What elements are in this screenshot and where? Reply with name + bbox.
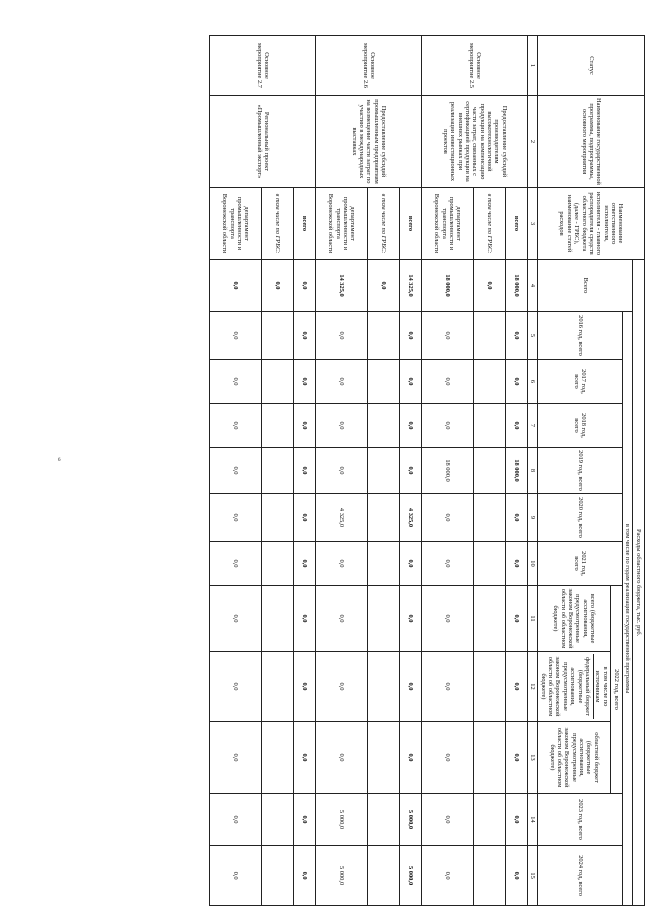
value-cell: 0,0 <box>400 360 422 404</box>
value-cell <box>474 404 506 448</box>
row-executor-label: департамент промышленности и транспорта Воронежской области <box>422 188 474 260</box>
row-status: Основное мероприятие 2.7 <box>210 36 316 96</box>
column-number: 1 <box>528 36 538 96</box>
header-2022: 2022 год, всего <box>610 586 622 794</box>
column-number: 13 <box>528 722 538 794</box>
header-2022-total: всего (бюджетные ассигнования, предусмотренные законом Воронежской области об областном бюджете) <box>538 586 610 652</box>
value-cell <box>474 846 506 906</box>
value-cell: 0,0 <box>210 586 262 652</box>
value-cell: 0,0 <box>294 448 316 494</box>
value-cell: 0,0 <box>294 586 316 652</box>
value-cell <box>474 722 506 794</box>
value-cell <box>474 312 506 360</box>
value-cell <box>262 846 294 906</box>
value-cell: 0,0 <box>422 846 474 906</box>
value-cell: 0,0 <box>506 794 528 846</box>
value-cell: 0,0 <box>316 542 368 586</box>
column-number: 4 <box>528 260 538 312</box>
value-cell: 18 000,0 <box>506 260 528 312</box>
row-executor-label: департамент промышленности и транспорта Воронежской области <box>316 188 368 260</box>
value-cell <box>368 652 400 722</box>
value-cell: 0,0 <box>474 260 506 312</box>
value-cell: 0,0 <box>422 722 474 794</box>
value-cell <box>262 722 294 794</box>
value-cell <box>262 448 294 494</box>
row-name: Предоставление субсидий производителям высокотехнологичной продукции на компенсацию части затрат, связанных с сертификацией продукции на внешних рынках при реализации инвестиционных проектов <box>422 96 528 188</box>
header-2022-federal-label: федеральный бюджет (бюджетные ассигнования, предусмотренные законом Воронежской области об областном бюджете) <box>539 656 591 717</box>
value-cell: 0,0 <box>506 586 528 652</box>
row-executor-label: всего <box>506 188 528 260</box>
value-cell <box>262 404 294 448</box>
value-cell <box>474 586 506 652</box>
value-cell: 0,0 <box>294 312 316 360</box>
value-cell <box>368 494 400 542</box>
value-cell: 0,0 <box>210 448 262 494</box>
value-cell: 0,0 <box>422 586 474 652</box>
expenses-table <box>209 35 645 906</box>
value-cell: 0,0 <box>422 652 474 722</box>
value-cell <box>368 312 400 360</box>
value-cell: 18 000,0 <box>422 448 474 494</box>
value-cell: 0,0 <box>294 794 316 846</box>
value-cell: 0,0 <box>506 360 528 404</box>
value-cell: 0,0 <box>316 652 368 722</box>
value-cell <box>368 542 400 586</box>
value-cell: 5 000,0 <box>400 846 422 906</box>
row-executor-label: в том числе по ГРБС: <box>262 188 294 260</box>
value-cell: 0,0 <box>400 448 422 494</box>
header-2022-federal <box>538 652 610 722</box>
value-cell: 0,0 <box>294 722 316 794</box>
column-number: 6 <box>528 360 538 404</box>
value-cell <box>368 586 400 652</box>
value-cell: 4 325,0 <box>400 494 422 542</box>
value-cell: 0,0 <box>294 494 316 542</box>
value-cell: 14 325,0 <box>316 260 368 312</box>
header-2019: 2019 год, всего <box>538 448 622 494</box>
value-cell: 0,0 <box>210 404 262 448</box>
value-cell: 0,0 <box>294 846 316 906</box>
value-cell <box>262 652 294 722</box>
value-cell: 0,0 <box>210 312 262 360</box>
value-cell: 0,0 <box>316 448 368 494</box>
page-number: 6 <box>58 458 61 463</box>
table-body <box>210 36 645 906</box>
row-executor-label: всего <box>294 188 316 260</box>
value-cell: 0,0 <box>400 542 422 586</box>
value-cell: 0,0 <box>422 404 474 448</box>
value-cell: 0,0 <box>422 312 474 360</box>
table-row <box>400 36 422 906</box>
value-cell: 0,0 <box>316 312 368 360</box>
value-cell <box>262 494 294 542</box>
column-number: 5 <box>528 312 538 360</box>
row-status: Основное мероприятие 2.6 <box>316 36 422 96</box>
value-cell: 0,0 <box>506 722 528 794</box>
value-cell: 0,0 <box>422 794 474 846</box>
value-cell: 0,0 <box>422 360 474 404</box>
header-total: Всего <box>538 260 633 312</box>
header-name: Наименование государственной программы, подпрограммы, основного мероприятия <box>538 96 645 188</box>
value-cell: 0,0 <box>210 794 262 846</box>
value-cell <box>368 722 400 794</box>
value-cell <box>368 794 400 846</box>
value-cell: 0,0 <box>294 542 316 586</box>
value-cell <box>368 448 400 494</box>
value-cell: 5 000,0 <box>316 846 368 906</box>
row-name: Региональный проект «Промышленный экспорт» <box>210 96 316 188</box>
column-number: 10 <box>528 542 538 586</box>
header-2021: 2021 год, всего <box>538 542 622 586</box>
column-number: 11 <box>528 586 538 652</box>
value-cell <box>368 846 400 906</box>
value-cell <box>474 542 506 586</box>
value-cell <box>262 312 294 360</box>
value-cell: 0,0 <box>210 360 262 404</box>
column-number: 14 <box>528 794 538 846</box>
value-cell: 0,0 <box>400 586 422 652</box>
header-2022-regional: областной бюджет (бюджетные ассигнования, предусмотренные законом Воронежской области об областном бюджете) <box>538 722 610 794</box>
value-cell <box>474 494 506 542</box>
header-by-years: в том числе по годам реализации государственной программы <box>622 312 632 906</box>
value-cell: 0,0 <box>422 542 474 586</box>
value-cell: 0,0 <box>400 652 422 722</box>
value-cell: 4 325,0 <box>316 494 368 542</box>
table-row <box>506 36 528 906</box>
row-status: Основное мероприятие 2.5 <box>422 36 528 96</box>
value-cell: 0,0 <box>294 260 316 312</box>
value-cell: 0,0 <box>368 260 400 312</box>
value-cell: 0,0 <box>210 722 262 794</box>
column-number: 12 <box>528 652 538 722</box>
value-cell: 0,0 <box>210 494 262 542</box>
value-cell: 0,0 <box>400 404 422 448</box>
value-cell <box>474 652 506 722</box>
table-row <box>294 36 316 906</box>
value-cell: 0,0 <box>506 542 528 586</box>
value-cell: 0,0 <box>506 494 528 542</box>
value-cell: 0,0 <box>294 404 316 448</box>
header-2016: 2016 год, всего <box>538 312 622 360</box>
value-cell: 5 000,0 <box>400 794 422 846</box>
header-status: Статус <box>538 36 645 96</box>
value-cell: 0,0 <box>316 722 368 794</box>
column-number: 15 <box>528 846 538 906</box>
header-2024: 2024 год, всего <box>538 846 622 906</box>
value-cell <box>474 794 506 846</box>
column-number: 2 <box>528 96 538 188</box>
value-cell: 0,0 <box>316 360 368 404</box>
value-cell <box>368 404 400 448</box>
header-2022-sources: в том числе по источникам <box>593 654 609 719</box>
value-cell: 0,0 <box>262 260 294 312</box>
value-cell: 0,0 <box>422 494 474 542</box>
value-cell: 18 000,0 <box>506 448 528 494</box>
value-cell: 0,0 <box>316 404 368 448</box>
column-number: 9 <box>528 494 538 542</box>
value-cell: 0,0 <box>506 404 528 448</box>
value-cell: 0,0 <box>506 846 528 906</box>
value-cell <box>262 542 294 586</box>
column-number: 7 <box>528 404 538 448</box>
header-2018: 2018 год, всего <box>538 404 622 448</box>
column-number-row <box>528 36 538 906</box>
row-executor-label: всего <box>400 188 422 260</box>
value-cell <box>474 360 506 404</box>
value-cell <box>474 448 506 494</box>
value-cell <box>368 360 400 404</box>
value-cell <box>262 586 294 652</box>
value-cell: 0,0 <box>400 312 422 360</box>
value-cell: 0,0 <box>210 652 262 722</box>
expenses-table-sheet <box>221 35 645 905</box>
value-cell: 0,0 <box>210 260 262 312</box>
value-cell <box>262 794 294 846</box>
value-cell: 14 325,0 <box>400 260 422 312</box>
column-number: 3 <box>528 188 538 260</box>
header-executor: Наименование ответственного исполнителя, исполнителя - главного распорядителя средств областного бюджета (далее - ГРБС), наименование статей расходов <box>538 188 645 260</box>
value-cell: 18 000,0 <box>422 260 474 312</box>
header-expenses-title: Расходы областного бюджета, тыс. руб. <box>633 260 645 906</box>
header-2017: 2017 год, всего <box>538 360 622 404</box>
value-cell: 0,0 <box>316 586 368 652</box>
row-executor-label: департамент промышленности и транспорта Воронежской области <box>210 188 262 260</box>
value-cell: 0,0 <box>294 652 316 722</box>
row-executor-label: в том числе по ГРБС: <box>474 188 506 260</box>
value-cell: 0,0 <box>506 312 528 360</box>
value-cell: 0,0 <box>294 360 316 404</box>
value-cell: 0,0 <box>506 652 528 722</box>
value-cell: 0,0 <box>400 722 422 794</box>
column-number: 8 <box>528 448 538 494</box>
row-executor-label: в том числе по ГРБС: <box>368 188 400 260</box>
row-name: Предоставление субсидий промышленным предприятиям на возмещение части затрат по участию в международных выставках <box>316 96 422 188</box>
header-2020: 2020 год, всего <box>538 494 622 542</box>
header-2023: 2023 год, всего <box>538 794 622 846</box>
value-cell <box>262 360 294 404</box>
value-cell: 5 000,0 <box>316 794 368 846</box>
value-cell: 0,0 <box>210 846 262 906</box>
value-cell: 0,0 <box>210 542 262 586</box>
